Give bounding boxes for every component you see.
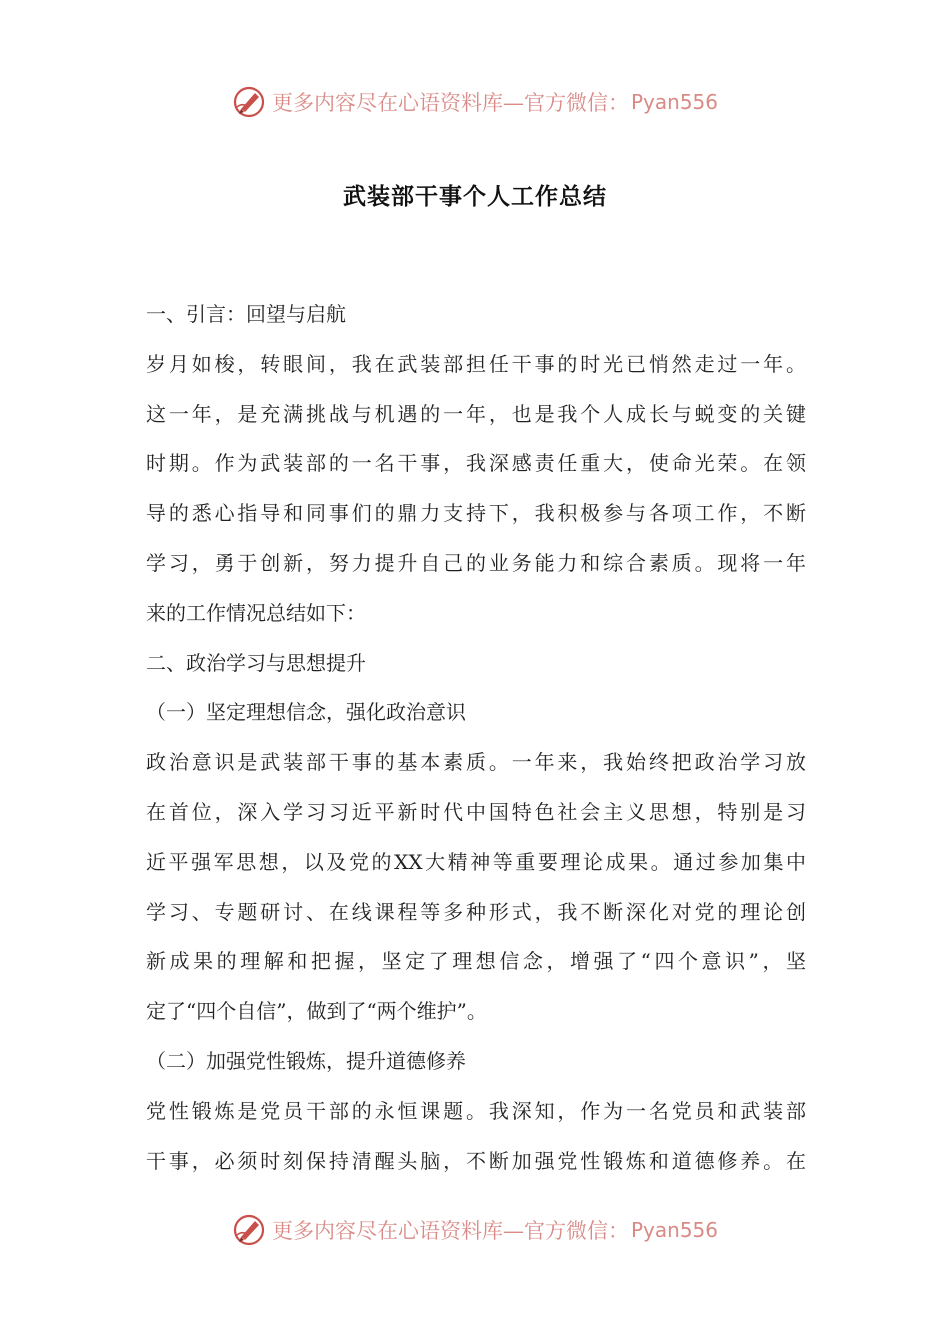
text-line: （二）加强党性锻炼，提升道德修养 bbox=[146, 1048, 466, 1073]
text-line: 干事，必须时刻保持清醒头脑，不断加强党性锻炼和道德修养。在 bbox=[146, 1148, 806, 1173]
text-line: 二、政治学习与思想提升 bbox=[146, 650, 366, 675]
text-line: 近平强军思想，以及党的XX大精神等重要理论成果。通过参加集中 bbox=[146, 849, 806, 874]
text-line: （一）坚定理想信念，强化政治意识 bbox=[146, 700, 466, 725]
text-line: 政治意识是武装部干事的基本素质。一年来，我始终把政治学习放 bbox=[146, 750, 806, 775]
text-line: 学习、专题研讨、在线课程等多种形式，我不断深化对党的理论创 bbox=[146, 899, 806, 924]
pen-logo-icon bbox=[232, 1213, 266, 1247]
header-watermark bbox=[0, 82, 950, 122]
text-line: 时期。作为武装部的一名干事，我深感责任重大，使命光荣。在领 bbox=[146, 451, 806, 476]
watermark-wechat-id: Pyan556 bbox=[630, 90, 718, 114]
document-body bbox=[146, 290, 806, 1186]
watermark-wechat-id: Pyan556 bbox=[630, 1218, 718, 1242]
text-line: 岁月如梭，转眼间，我在武装部担任干事的时光已悄然走过一年。 bbox=[146, 351, 806, 376]
footer-watermark bbox=[0, 1210, 950, 1250]
text-line: 一、引言：回望与启航 bbox=[146, 302, 346, 326]
text-line: 导的悉心指导和同事们的鼎力支持下，我积极参与各项工作，不断 bbox=[146, 501, 806, 526]
text-line: 新成果的理解和把握，坚定了理想信念，增强了“四个意识”，坚 bbox=[146, 949, 806, 974]
watermark-text: 更多内容尽在心语资料库—官方微信： bbox=[271, 1219, 629, 1243]
document-title: 武装部干事个人工作总结 bbox=[343, 184, 607, 210]
text-line: 在首位，深入学习习近平新时代中国特色社会主义思想，特别是习 bbox=[146, 799, 806, 824]
text-line: 来的工作情况总结如下： bbox=[146, 600, 366, 625]
watermark-text: 更多内容尽在心语资料库—官方微信： bbox=[271, 91, 629, 115]
text-line: 定了“四个自信”，做到了“两个维护”。 bbox=[146, 999, 487, 1024]
text-line: 学习，勇于创新，努力提升自己的业务能力和综合素质。现将一年 bbox=[146, 550, 806, 575]
text-line: 党性锻炼是党员干部的永恒课题。我深知，作为一名党员和武装部 bbox=[146, 1098, 806, 1123]
text-line: 这一年，是充满挑战与机遇的一年，也是我个人成长与蜕变的关键 bbox=[146, 401, 806, 426]
pen-logo-icon bbox=[232, 85, 266, 119]
